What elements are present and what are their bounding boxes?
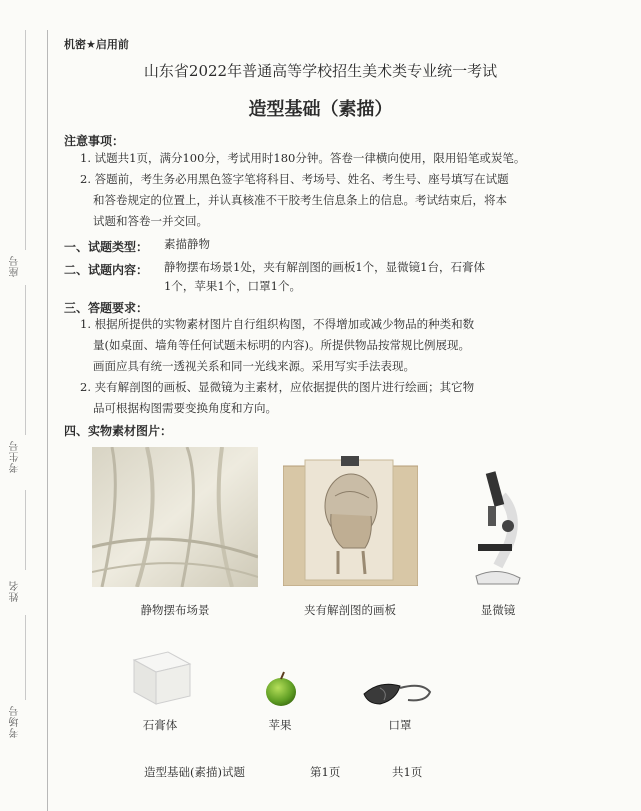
confidential-mark: 机密★启用前 (64, 38, 129, 51)
section-3-item-1-line-2: 量(如桌面、墙角等任何试题未标明的内容)。所提供物品按常规比例展现。 (93, 338, 470, 352)
section-2-line-2: 1个，苹果1个，口罩1个。 (164, 279, 301, 293)
notice-item-2-line-3: 试题和答卷一并交回。 (93, 214, 208, 228)
cloth-drape-image (92, 447, 258, 587)
section-3-item-2-line-1: 2. 夹有解剖图的画板、显微镜为主素材，应依据提供的图片进行绘画；其它物 (80, 380, 475, 394)
exam-title: 山东省2022年普通高等学校招生美术类专业统一考试 (143, 62, 498, 80)
binding-rule (47, 30, 48, 811)
section-1-label: 一、试题类型： (64, 240, 149, 254)
mask-caption: 口罩 (388, 718, 412, 732)
binding-line (25, 490, 26, 570)
section-3-item-2-line-2: 品可根据构图需要变换角度和方向。 (93, 401, 277, 415)
microscope-caption: 显微镜 (480, 603, 516, 617)
face-mask-image (360, 676, 440, 708)
footer-subject: 造型基础(素描)试题 (144, 765, 245, 779)
seat-number-label: 座号 (10, 255, 21, 277)
apple-image (262, 670, 300, 708)
notice-item-1: 1. 试题共1页，满分100分，考试用时180分钟。答卷一律横向使用，限用铅笔或炭笔。 (80, 151, 526, 165)
section-3-label: 三、答题要求： (64, 301, 149, 315)
name-label: 姓名 (10, 580, 21, 602)
board-caption: 夹有解剖图的画板 (304, 603, 396, 617)
anatomy-drawing-board-image (283, 456, 418, 586)
apple-caption: 苹果 (268, 718, 292, 732)
microscope-image (468, 466, 528, 586)
exam-room-label: 考场号 (10, 705, 21, 738)
notice-item-2-line-2: 和答卷规定的位置上，并认真核准不干胶考生信息条上的信息。考试结束后，将本 (93, 193, 507, 207)
cloth-caption: 静物摆布场景 (140, 603, 210, 617)
section-1-value: 素描静物 (164, 237, 210, 251)
footer-total: 共1页 (392, 765, 423, 779)
candidate-number-label: 考生号 (10, 440, 21, 473)
notice-item-2-line-1: 2. 答题前，考生务必用黑色签字笔将科目、考场号、姓名、考生号、座号填写在试题 (80, 172, 509, 186)
section-3-item-1-line-3: 画面应具有统一透视关系和同一光线来源。采用写实手法表现。 (93, 359, 415, 373)
notice-heading: 注意事项： (64, 134, 125, 148)
footer-page: 第1页 (310, 765, 341, 779)
plaster-cube-image (128, 644, 194, 706)
section-2-label: 二、试题内容： (64, 263, 149, 277)
section-2-line-1: 静物摆布场景1处，夹有解剖图的画板1个，显微镜1台，石膏体 (164, 260, 485, 274)
section-3-item-1-line-1: 1. 根据所提供的实物素材图片自行组织构图，不得增加或减少物品的种类和数 (80, 317, 475, 331)
plaster-caption: 石膏体 (142, 718, 178, 732)
binding-line (25, 615, 26, 700)
section-4-label: 四、实物素材图片： (64, 424, 173, 438)
binding-line (25, 285, 26, 435)
subject-title: 造型基础（素描） (248, 99, 393, 120)
